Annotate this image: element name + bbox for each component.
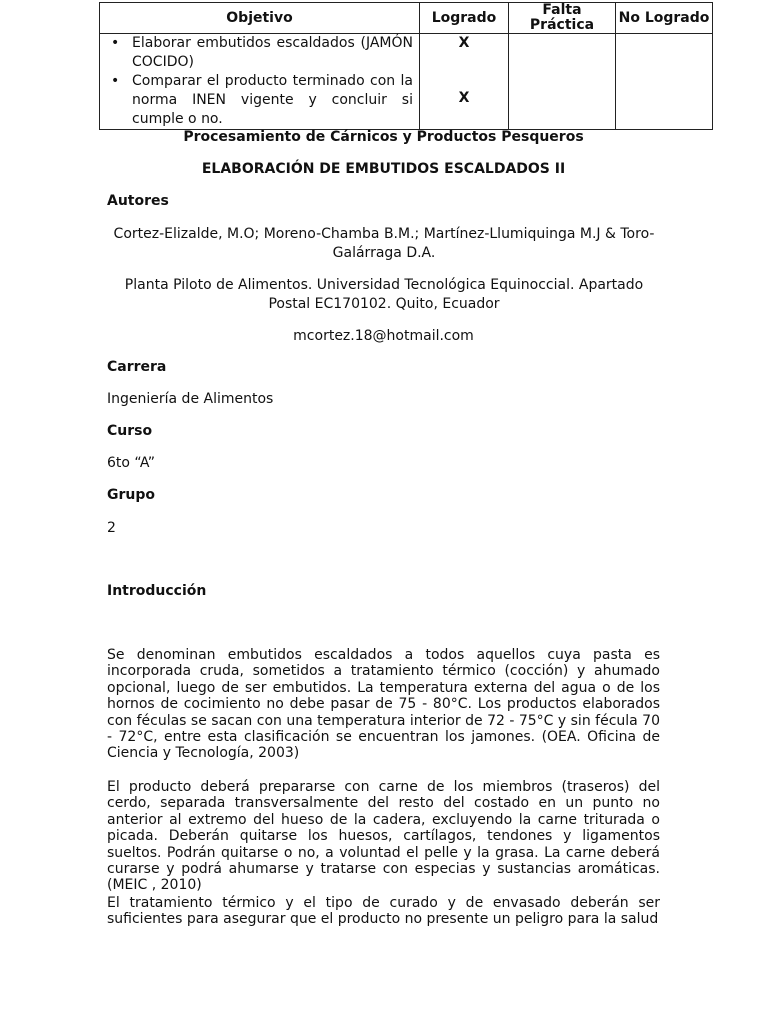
email-text: mcortez.18@hotmail.com (293, 328, 474, 344)
course-heading: Curso (107, 423, 153, 439)
affiliation-text: Planta Piloto de Alimentos. Universidad Tecnológica Equinoccial. Apartado Postal EC170102. Quito, Ecuador (124, 277, 644, 312)
intro-paragraph: Se denominan embutidos escaldados a todos aquellos cuya pasta es incorporada cruda, sometidos a tratamiento térmico (cocción) y ahumado opcional, luego de ser embutidos. La temperatura externa del agua o de los hornos de cocimiento no debe pasar de 75 - 80°C. Los productos elaborados con féculas se sacan con una temperatura interior de 72 - 75°C y sin fécula 70 - 72°C, entre esta clasificación se encuentran los jamones. (OEA. Oficina de Ciencia y Tecnología, 2003) (107, 647, 660, 762)
group-text: 2 (107, 520, 116, 536)
header-objetivo: Objetivo (100, 3, 420, 34)
check-mark: X (458, 90, 470, 106)
authors-heading: Autores (107, 193, 169, 209)
objective-item: • Comparar el producto terminado con la norma INEN vigente y concluir si cumple o no. (132, 72, 413, 129)
table-row (100, 34, 713, 130)
career-text: Ingeniería de Alimentos (107, 391, 274, 407)
course-text: 6to “A” (107, 455, 155, 471)
objective-item: • Elaborar embutidos escaldados (JAMÓN COCIDO) (132, 34, 413, 72)
logrado-cell (420, 34, 509, 130)
objectives-list (100, 34, 419, 129)
no-logrado-cell (616, 34, 713, 130)
career-heading: Carrera (107, 359, 167, 375)
header-no-logrado: No Logrado (616, 3, 713, 34)
authors-text: Cortez-Elizalde, M.O; Moreno-Chamba B.M.; Martínez-Llumiquinga M.J & Toro-Galárraga D.A. (113, 226, 655, 261)
body-paragraph: El producto deberá prepararse con carne de los miembros (traseros) del cerdo, separada transversalmente del resto del costado en un punto no anterior al extremo del hueso de la cadera, excluyendo la carne triturada o picada. Deberán quitarse los huesos, cartílagos, tendones y ligamentos sueltos. Podrán quitarse o no, a voluntad el pelle y la grasa. La carne deberá curarse y podrá ahumarse y tratarse con especias y sustancias aromáticas. (MEIC , 2010) (107, 779, 660, 894)
header-falta-practica: Falta Práctica (509, 3, 616, 34)
document-title: ELABORACIÓN DE EMBUTIDOS ESCALDADOS II (201, 161, 566, 177)
introduction-heading: Introducción (107, 583, 207, 599)
check-mark: X (458, 35, 470, 51)
table-header-row (100, 3, 713, 34)
header-logrado: Logrado (420, 3, 509, 34)
subject-title: Procesamiento de Cárnicos y Productos Pesqueros (183, 129, 584, 145)
evaluation-table (99, 2, 713, 130)
objectives-cell (100, 34, 420, 130)
falta-practica-cell (509, 34, 616, 130)
body-paragraph: El tratamiento térmico y el tipo de curado y de envasado deberán ser suficientes para asegurar que el producto no presente un peligro para la salud (107, 895, 660, 928)
group-heading: Grupo (107, 487, 156, 503)
